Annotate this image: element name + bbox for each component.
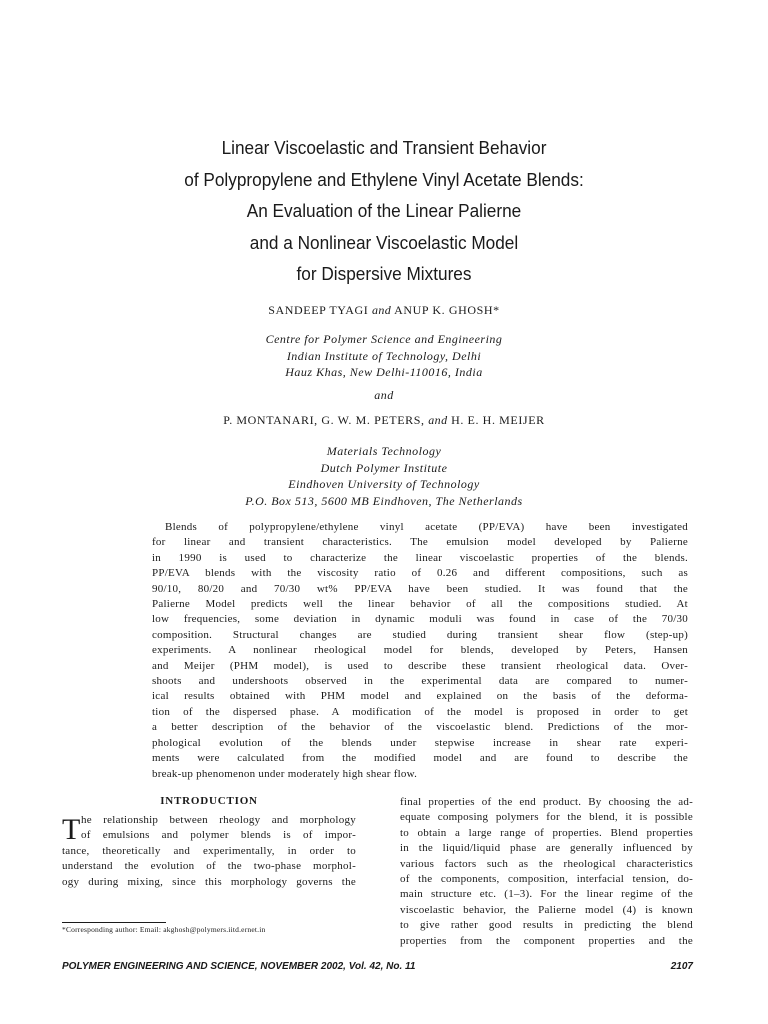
abstract-line: for linear and transient characteristics. The emulsion model developed by Palierne: [152, 536, 688, 549]
authors-group-2: [0, 413, 768, 428]
body-line: ogy during mixing, since this morphology governs the: [62, 875, 356, 888]
paper-title: [101, 132, 666, 290]
affiliation-2: [0, 443, 768, 509]
title-line: of Polypropylene and Ethylene Vinyl Acetate Blends:: [184, 168, 584, 190]
abstract-line: composition. Structural changes are studied during transient shear flow (step-up): [152, 628, 688, 641]
abstract-line: Palierne Model predicts well the linear behavior of all the compositions studied. At: [152, 598, 688, 611]
title-line: Linear Viscoelastic and Transient Behavior: [221, 137, 547, 158]
body-line: main structure etc. (1–3). For the linear regime of the: [400, 888, 693, 901]
affiliation-line: Hauz Khas, New Delhi-110016, India: [285, 365, 483, 379]
body-line: of the components, composition, interfacial tension, do-: [400, 873, 693, 886]
author-name: ANUP K. GHOSH*: [394, 303, 500, 317]
abstract-line: phological evolution of the blends under stepwise increase in shear rate experi-: [152, 736, 688, 749]
body-line: in the liquid/liquid phase are generally influenced by: [400, 842, 693, 855]
title-line: An Evaluation of the Linear Palierne: [246, 200, 522, 221]
affiliation-line: Materials Technology: [326, 444, 442, 458]
abstract-line: ments were calculated from the modified model and are found to describe the: [152, 752, 688, 765]
body-line: to obtain a large range of properties. Blend properties: [400, 826, 693, 839]
abstract-line: experiments. A nonlinear rheological model for blends, developed by Peters, Hansen: [152, 644, 688, 657]
abstract-line: a better description of the behavior of the viscoelastic blend. Predictions of the mor-: [152, 721, 688, 734]
affiliation-line: Eindhoven University of Technology: [288, 477, 480, 491]
body-line: to give rather good results in predicting the blend: [400, 919, 693, 932]
and-separator: and: [374, 388, 394, 402]
abstract-line: and Meijer (PHM model), is used to describe these transient rheological data. Over-: [152, 659, 688, 672]
body-line: he relationship between rheology and morphology: [81, 814, 356, 826]
authors-group-1: [0, 303, 768, 318]
intro-right-column: [400, 795, 693, 949]
abstract-line: break-up phenomenon under moderately high shear flow.: [152, 767, 418, 780]
abstract-line: Blends of polypropylene/ethylene vinyl acetate (PP/EVA) have been investigated: [165, 521, 688, 533]
abstract-line: shoots and undershoots observed in the experimental data are compared to numer-: [152, 675, 688, 688]
author-name: H. E. H. MEIJER: [451, 413, 545, 427]
abstract-line: in 1990 is used to characterize the linear viscoelastic properties of the blends.: [152, 551, 688, 564]
abstract-line: ical results obtained with PHM model and explained on the basis of the deforma-: [152, 690, 688, 703]
body-line: tance, theoretically and experimentally, in order to: [62, 844, 356, 857]
abstract-line: PP/EVA blends with the viscosity ratio of 0.26 and different compositions, such as: [152, 567, 688, 580]
body-line: properties from the component properties and the: [400, 934, 693, 947]
journal-citation: POLYMER ENGINEERING AND SCIENCE, NOVEMBER 2002, Vol. 42, No. 11: [62, 961, 416, 972]
body-line: various factors such as the rheological characteristics: [400, 857, 693, 870]
page-number: 2107: [670, 961, 693, 972]
body-line: viscoelastic behavior, the Palierne model (4) is known: [400, 903, 693, 916]
title-line: and a Nonlinear Viscoelastic Model: [249, 231, 519, 253]
abstract: [152, 520, 688, 782]
intro-left-column: [62, 813, 356, 890]
affiliation-1: [0, 331, 768, 381]
body-line: of emulsions and polymer blends is of impor-: [81, 829, 356, 842]
author-name: P. MONTANARI, G. W. M. PETERS,: [223, 413, 425, 427]
footnote-divider: [62, 922, 166, 923]
abstract-line: 90/10, 80/20 and 70/30 wt% PP/EVA have been studied. It was found that the: [152, 582, 688, 595]
footnote-corresponding-author: *Corresponding author: Email: akghosh@polymers.iitd.ernet.in: [62, 925, 266, 934]
author-conjunction: and: [428, 413, 448, 427]
affiliation-line: Centre for Polymer Science and Engineering: [265, 332, 503, 346]
author-name: SANDEEP TYAGI: [268, 303, 369, 317]
affiliation-line: Indian Institute of Technology, Delhi: [286, 348, 482, 363]
drop-cap: T: [62, 813, 81, 846]
title-line: for Dispersive Mixtures: [296, 263, 472, 284]
body-line: final properties of the end product. By choosing the ad-: [400, 796, 693, 808]
body-line: equate composing polymers for the blend, it is possible: [400, 811, 693, 824]
affiliation-line: P.O. Box 513, 5600 MB Eindhoven, The Netherlands: [245, 493, 523, 508]
body-line: understand the evolution of the two-phase morphol-: [62, 860, 356, 873]
author-conjunction: and: [371, 303, 392, 317]
affiliation-line: Dutch Polymer Institute: [320, 460, 448, 475]
abstract-line: tion of the dispersed phase. A modification of the model is proposed in order to get: [152, 705, 688, 718]
abstract-line: low frequencies, some deviation in dynamic moduli was found in case of the 70/30: [152, 613, 688, 626]
section-heading-introduction: INTRODUCTION: [160, 795, 258, 807]
